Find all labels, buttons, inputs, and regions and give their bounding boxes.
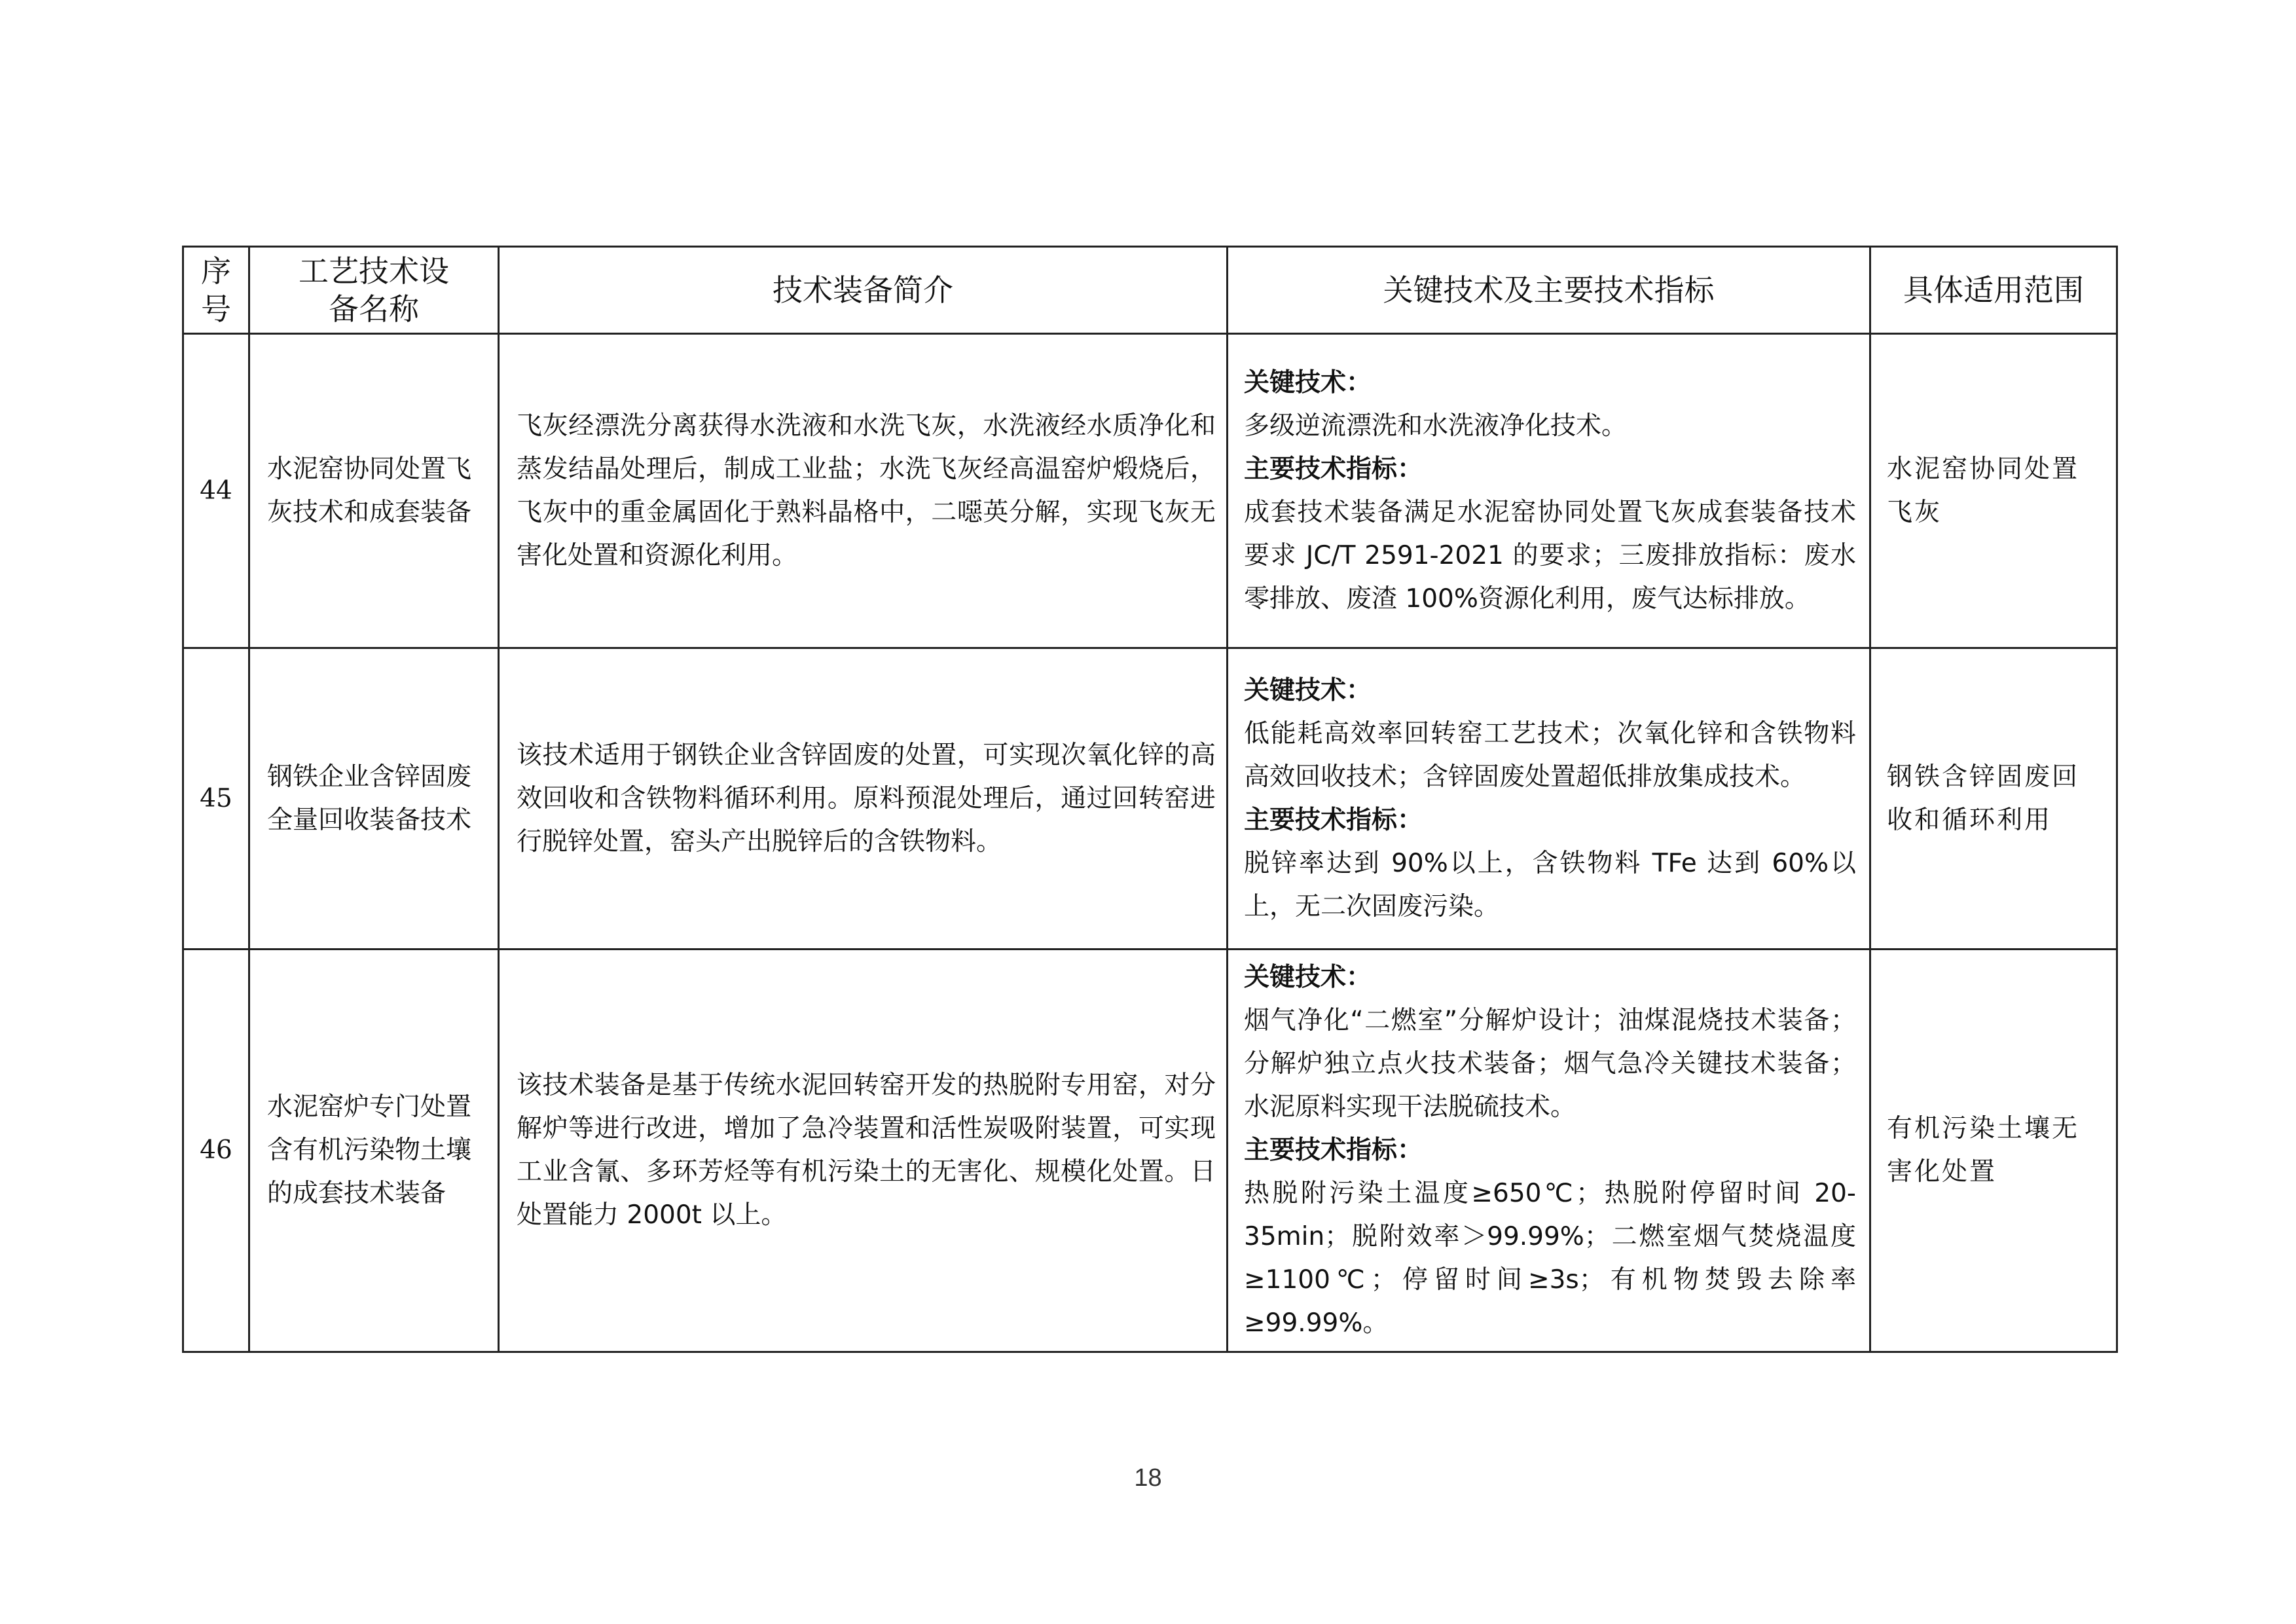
row-scope: 有机污染土壤无害化处置: [1870, 950, 2117, 1352]
index-label: 主要技术指标：: [1244, 805, 1423, 835]
index-text: 脱锌率达到 90%以上，含铁物料 TFe 达到 60%以上，无二次固废污染。: [1244, 848, 1856, 921]
index-text: 成套技术装备满足水泥窑协同处置飞灰成套装备技术要求 JC/T 2591-2021 的要求；三废排放指标：废水零排放、废渣 100%资源化利用，废气达标排放。: [1244, 497, 1856, 614]
header-no: 序号: [183, 247, 249, 334]
row-description: 该技术适用于钢铁企业含锌固废的处置，可实现次氧化锌的高效回收和含铁物料循环利用。原料预混处理后，通过回转窑进行脱锌处置，窑头产出脱锌后的含铁物料。: [499, 648, 1228, 950]
table-header-row: [183, 247, 2117, 334]
row-number: 44: [183, 334, 249, 648]
row-scope: 钢铁含锌固废回收和循环利用: [1870, 648, 2117, 950]
key-tech-text: 多级逆流漂洗和水洗液净化技术。: [1244, 411, 1628, 441]
row-key-tech: [1228, 648, 1870, 950]
key-tech-label: 关键技术：: [1244, 367, 1372, 397]
header-scope: 具体适用范围: [1870, 247, 2117, 334]
row-name: 水泥窑协同处置飞灰技术和成套装备: [249, 334, 499, 648]
row-number: 46: [183, 950, 249, 1352]
index-label: 主要技术指标：: [1244, 454, 1423, 484]
row-key-tech: [1228, 334, 1870, 648]
index-label: 主要技术指标：: [1244, 1135, 1423, 1165]
key-tech-label: 关键技术：: [1244, 963, 1372, 992]
page-number: 18: [1134, 1464, 1162, 1492]
table-row: [183, 950, 2117, 1352]
row-name: 钢铁企业含锌固废全量回收装备技术: [249, 648, 499, 950]
table-row: [183, 648, 2117, 950]
header-name: 工艺技术设备名称: [249, 247, 499, 334]
row-scope: 水泥窑协同处置飞灰: [1870, 334, 2117, 648]
row-name: 水泥窑炉专门处置含有机污染物土壤的成套技术装备: [249, 950, 499, 1352]
index-text: 热脱附污染土温度≥650℃；热脱附停留时间 20-35min；脱附效率＞99.99%；二燃室烟气焚烧温度≥1100℃；停留时间≥3s；有机物焚毁去除率≥99.99%。: [1244, 1179, 1856, 1338]
header-key: 关键技术及主要技术指标: [1228, 247, 1870, 334]
row-description: 飞灰经漂洗分离获得水洗液和水洗飞灰，水洗液经水质净化和蒸发结晶处理后，制成工业盐；水洗飞灰经高温窑炉煅烧后，飞灰中的重金属固化于熟料晶格中，二噁英分解，实现飞灰无害化处置和资源化利用。: [499, 334, 1228, 648]
row-number: 45: [183, 648, 249, 950]
technology-table: [182, 246, 2118, 1353]
key-tech-label: 关键技术：: [1244, 675, 1372, 705]
table-row: [183, 334, 2117, 648]
row-description: 该技术装备是基于传统水泥回转窑开发的热脱附专用窑，对分解炉等进行改进，增加了急冷装置和活性炭吸附装置，可实现工业含氰、多环芳烃等有机污染土的无害化、规模化处置。日处置能力 2000t 以上。: [499, 950, 1228, 1352]
row-key-tech: [1228, 950, 1870, 1352]
header-desc: 技术装备简介: [499, 247, 1228, 334]
key-tech-text: 烟气净化“二燃室”分解炉设计；油煤混烧技术装备；分解炉独立点火技术装备；烟气急冷关键技术装备；水泥原料实现干法脱硫技术。: [1244, 1006, 1856, 1122]
key-tech-text: 低能耗高效率回转窑工艺技术；次氧化锌和含铁物料高效回收技术；含锌固废处置超低排放集成技术。: [1244, 718, 1856, 792]
